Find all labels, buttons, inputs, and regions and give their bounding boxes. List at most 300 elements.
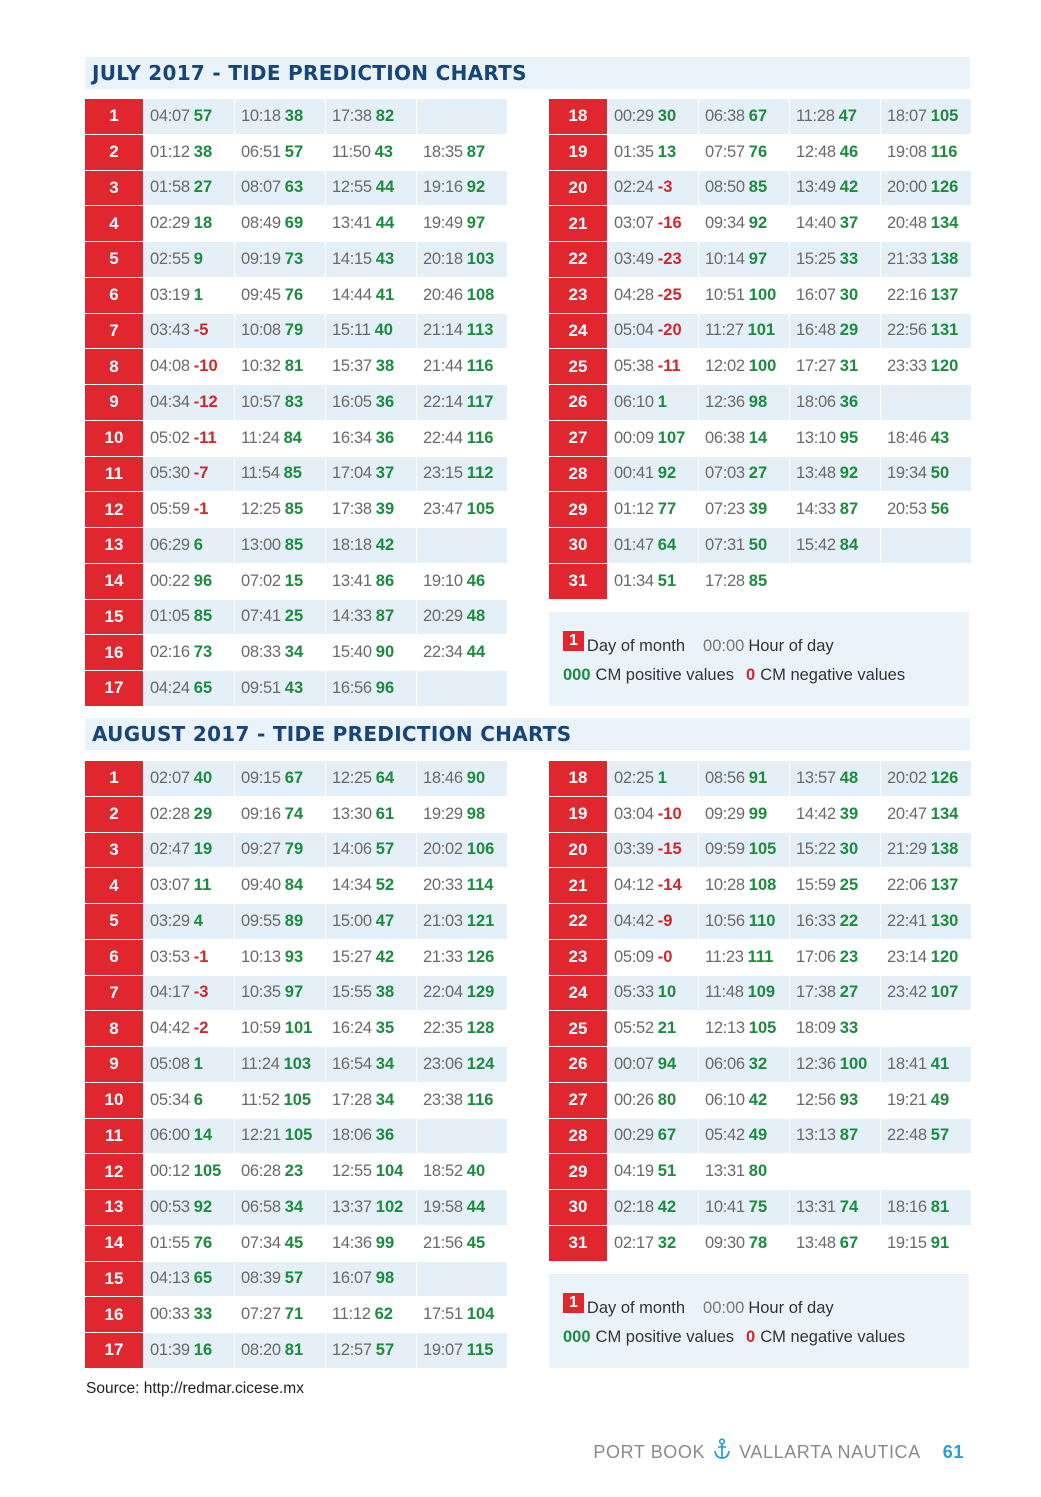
- tide-time: 15:42: [796, 535, 836, 554]
- tide-entry: [698, 528, 789, 563]
- tide-entry: [880, 868, 971, 903]
- tide-height: 64: [375, 768, 395, 787]
- tide-row: [85, 1297, 506, 1333]
- tide-time: 17:38: [332, 500, 372, 519]
- tide-height: 57: [930, 1126, 950, 1145]
- tide-entry: [416, 635, 507, 670]
- tide-time: 13:00: [241, 535, 281, 554]
- tide-time: 16:24: [332, 1019, 372, 1038]
- tide-time: 06:10: [705, 1090, 745, 1109]
- tide-entry: [234, 135, 325, 170]
- tide-time: 09:19: [241, 249, 281, 268]
- tide-time: 12:56: [796, 1090, 836, 1109]
- day-number: 8: [85, 1011, 143, 1046]
- tide-time: 18:18: [332, 535, 372, 554]
- tide-entry: [325, 868, 416, 903]
- tide-height: 57: [284, 1269, 304, 1288]
- tide-time: 01:55: [150, 1233, 190, 1252]
- tide-row: [85, 671, 506, 707]
- tide-height: 27: [193, 178, 213, 197]
- tide-height: 91: [748, 768, 768, 787]
- tide-time: 22:06: [887, 876, 927, 895]
- tide-row: [85, 1190, 506, 1226]
- tide-entry: [789, 797, 880, 832]
- tide-height: 107: [930, 983, 959, 1002]
- tide-entry: [607, 1154, 698, 1189]
- tide-height: 113: [466, 321, 494, 340]
- tide-entry: [416, 171, 507, 206]
- tide-row: [85, 1333, 506, 1369]
- tide-height: 92: [839, 464, 859, 483]
- tide-entry: [880, 99, 971, 134]
- tide-time: 01:12: [614, 500, 654, 519]
- tide-entry: [325, 278, 416, 313]
- tide-height: 9: [193, 249, 203, 268]
- tide-time: 07:31: [705, 535, 745, 554]
- tide-entry: [143, 528, 234, 563]
- tide-row: [549, 976, 970, 1012]
- tide-time: 03:49: [614, 249, 654, 268]
- tide-time: 13:30: [332, 804, 372, 823]
- tide-height: -3: [657, 178, 673, 197]
- tide-height: 87: [839, 500, 859, 519]
- tide-height: 39: [375, 500, 395, 519]
- tide-entry: [698, 1011, 789, 1046]
- tide-row: [549, 457, 970, 493]
- tide-time: 06:58: [241, 1197, 281, 1216]
- tide-time: 04:24: [150, 678, 190, 697]
- tide-entry: [880, 1154, 971, 1189]
- tide-time: 13:41: [332, 214, 372, 233]
- tide-height: 85: [284, 535, 304, 554]
- tide-height: -5: [193, 321, 209, 340]
- tide-height: 128: [466, 1019, 495, 1038]
- tide-entry: [698, 904, 789, 939]
- day-number: 28: [549, 1119, 607, 1154]
- tide-entry: [416, 1011, 507, 1046]
- tide-row: [549, 1190, 970, 1226]
- tide-time: 11:24: [241, 428, 280, 447]
- tide-time: 23:38: [423, 1090, 463, 1109]
- tide-height: 25: [839, 876, 859, 895]
- tide-entry: [698, 1119, 789, 1154]
- tide-height: 16: [193, 1340, 213, 1359]
- tide-time: 09:34: [705, 214, 745, 233]
- tide-entry: [416, 1190, 507, 1225]
- tide-time: 12:48: [796, 142, 836, 161]
- tide-time: 01:58: [150, 178, 190, 197]
- tide-height: 36: [839, 392, 859, 411]
- tide-time: 07:34: [241, 1233, 281, 1252]
- day-number: 7: [85, 976, 143, 1011]
- tide-time: 05:59: [150, 500, 190, 519]
- tide-time: 21:03: [423, 911, 463, 930]
- tide-height: 105: [748, 840, 777, 859]
- day-number: 9: [85, 385, 143, 420]
- day-number: 16: [85, 635, 143, 670]
- day-number: 6: [85, 940, 143, 975]
- tide-time: 16:56: [332, 678, 372, 697]
- legend-pos-sample: 000: [563, 1328, 591, 1346]
- tide-time: 04:42: [614, 911, 654, 930]
- tide-time: 09:27: [241, 840, 281, 859]
- tide-entry: [880, 242, 971, 277]
- tide-entry: [143, 1297, 234, 1332]
- tide-height: 49: [930, 1090, 950, 1109]
- tide-height: 67: [284, 768, 304, 787]
- tide-height: -16: [657, 214, 682, 233]
- legend-pos-sample: 000: [563, 666, 591, 684]
- tide-entry: [143, 904, 234, 939]
- tide-row: [85, 600, 506, 636]
- tide-entry: [416, 135, 507, 170]
- tide-entry: [234, 761, 325, 796]
- tide-entry: [416, 976, 507, 1011]
- day-number: 15: [85, 1262, 143, 1297]
- tide-height: 98: [748, 392, 768, 411]
- day-number: 10: [85, 421, 143, 456]
- tide-entry: [698, 797, 789, 832]
- tide-entry: [143, 600, 234, 635]
- tide-time: 12:55: [332, 1162, 372, 1181]
- tide-entry: [416, 761, 507, 796]
- tide-time: 16:48: [796, 321, 836, 340]
- day-number: 27: [549, 421, 607, 456]
- tide-entry: [880, 904, 971, 939]
- tide-time: 14:44: [332, 285, 372, 304]
- tide-entry: [234, 833, 325, 868]
- tide-entry: [143, 761, 234, 796]
- tide-height: 85: [748, 571, 768, 590]
- tide-row: [549, 242, 970, 278]
- tide-height: 116: [466, 428, 494, 447]
- tide-time: 20:53: [887, 500, 927, 519]
- tide-entry: [698, 564, 789, 599]
- tide-entry: [143, 349, 234, 384]
- tide-entry: [143, 171, 234, 206]
- tide-entry: [607, 868, 698, 903]
- tide-height: -12: [193, 392, 218, 411]
- tide-entry: [143, 1011, 234, 1046]
- day-number: 17: [85, 1333, 143, 1368]
- tide-time: 23:42: [887, 983, 927, 1002]
- tide-entry: [234, 206, 325, 241]
- tide-time: 08:07: [241, 178, 281, 197]
- tide-time: 09:59: [705, 840, 745, 859]
- day-number: 30: [549, 1190, 607, 1225]
- tide-height: -14: [657, 876, 682, 895]
- tide-time: 12:57: [332, 1340, 372, 1359]
- tide-entry: [607, 1047, 698, 1082]
- day-number: 19: [549, 135, 607, 170]
- tide-time: 04:42: [150, 1019, 190, 1038]
- tide-entry: [143, 671, 234, 706]
- tide-entry: [143, 1047, 234, 1082]
- tide-entry: [698, 1190, 789, 1225]
- tide-entry: [880, 206, 971, 241]
- tide-entry: [607, 940, 698, 975]
- tide-height: 108: [466, 285, 495, 304]
- tide-row: [85, 457, 506, 493]
- tide-entry: [880, 1083, 971, 1118]
- tide-height: 137: [930, 876, 959, 895]
- tide-entry: [234, 600, 325, 635]
- tide-entry: [789, 1226, 880, 1261]
- tide-entry: [607, 904, 698, 939]
- tide-time: 18:46: [887, 428, 927, 447]
- tide-row: [85, 278, 506, 314]
- tide-time: 20:02: [423, 840, 463, 859]
- tide-entry: [416, 671, 507, 706]
- tide-entry: [416, 797, 507, 832]
- tide-height: 42: [657, 1197, 677, 1216]
- tide-row: [85, 492, 506, 528]
- tide-height: 36: [375, 428, 395, 447]
- tide-height: 102: [375, 1197, 404, 1216]
- tide-entry: [416, 904, 507, 939]
- tide-time: 00:53: [150, 1197, 190, 1216]
- tide-height: 30: [657, 106, 677, 125]
- tide-height: 30: [839, 840, 859, 859]
- tide-height: 124: [466, 1054, 495, 1073]
- tide-height: 76: [193, 1233, 213, 1252]
- tide-entry: [789, 135, 880, 170]
- august-legend: [549, 1274, 969, 1368]
- tide-entry: [234, 797, 325, 832]
- tide-time: 14:15: [332, 249, 372, 268]
- tide-row: [85, 1262, 506, 1298]
- tide-time: 17:38: [796, 983, 836, 1002]
- tide-time: 03:29: [150, 911, 190, 930]
- tide-time: 06:29: [150, 535, 190, 554]
- tide-time: 08:50: [705, 178, 745, 197]
- tide-height: 33: [839, 1019, 859, 1038]
- tide-height: 74: [284, 804, 304, 823]
- tide-height: 71: [284, 1305, 304, 1324]
- day-number: 29: [549, 1154, 607, 1189]
- tide-height: 40: [466, 1162, 486, 1181]
- tide-entry: [325, 671, 416, 706]
- tide-height: 99: [748, 804, 768, 823]
- tide-entry: [234, 242, 325, 277]
- tide-height: 23: [284, 1162, 304, 1181]
- tide-height: 50: [748, 535, 768, 554]
- tide-height: 100: [748, 285, 777, 304]
- tide-entry: [234, 1011, 325, 1046]
- tide-entry: [416, 833, 507, 868]
- tide-entry: [234, 940, 325, 975]
- tide-height: 97: [284, 983, 304, 1002]
- day-number: 2: [85, 797, 143, 832]
- tide-time: 09:45: [241, 285, 281, 304]
- tide-height: 39: [839, 804, 859, 823]
- tide-entry: [143, 1083, 234, 1118]
- tide-row: [549, 349, 970, 385]
- tide-entry: [698, 314, 789, 349]
- tide-entry: [416, 1226, 507, 1261]
- tide-time: 13:10: [796, 428, 836, 447]
- tide-row: [549, 135, 970, 171]
- tide-entry: [416, 314, 507, 349]
- tide-entry: [143, 940, 234, 975]
- tide-height: 32: [748, 1054, 768, 1073]
- tide-entry: [234, 421, 325, 456]
- tide-height: 106: [466, 840, 495, 859]
- tide-height: 1: [657, 768, 667, 787]
- tide-height: 43: [930, 428, 950, 447]
- tide-time: 21:56: [423, 1233, 463, 1252]
- tide-time: 19:21: [887, 1090, 927, 1109]
- tide-entry: [143, 99, 234, 134]
- tide-time: 20:02: [887, 768, 927, 787]
- tide-height: 85: [748, 178, 768, 197]
- tide-time: 15:27: [332, 947, 372, 966]
- tide-height: 67: [748, 106, 768, 125]
- day-number: 14: [85, 564, 143, 599]
- tide-time: 19:08: [887, 142, 927, 161]
- tide-time: 15:55: [332, 983, 372, 1002]
- tide-time: 07:57: [705, 142, 745, 161]
- tide-entry: [789, 564, 880, 599]
- tide-height: 43: [374, 142, 393, 161]
- tide-height: 34: [375, 1054, 395, 1073]
- tide-height: 6: [193, 1090, 203, 1109]
- tide-height: 134: [930, 214, 959, 233]
- july-title: JULY 2017 - TIDE PREDICTION CHARTS: [85, 57, 970, 89]
- tide-entry: [143, 314, 234, 349]
- tide-entry: [416, 349, 507, 384]
- tide-entry: [880, 761, 971, 796]
- tide-time: 08:33: [241, 643, 281, 662]
- day-number: 30: [549, 528, 607, 563]
- tide-row: [85, 940, 506, 976]
- tide-time: 08:20: [241, 1340, 281, 1359]
- tide-row: [85, 135, 506, 171]
- tide-time: 13:57: [796, 768, 836, 787]
- tide-time: 05:33: [614, 983, 654, 1002]
- day-number: 27: [549, 1083, 607, 1118]
- tide-height: 67: [839, 1233, 859, 1252]
- day-number: 6: [85, 278, 143, 313]
- tide-entry: [234, 564, 325, 599]
- tide-height: 44: [466, 1197, 486, 1216]
- tide-height: -0: [657, 947, 673, 966]
- tide-time: 00:26: [614, 1090, 654, 1109]
- tide-height: 37: [375, 464, 395, 483]
- day-number: 10: [85, 1083, 143, 1118]
- tide-time: 18:09: [796, 1019, 836, 1038]
- tide-height: 80: [748, 1162, 768, 1181]
- tide-time: 08:56: [705, 768, 745, 787]
- tide-row: [85, 1154, 506, 1190]
- tide-entry: [416, 1154, 507, 1189]
- tide-entry: [880, 457, 971, 492]
- tide-entry: [325, 242, 416, 277]
- tide-entry: [607, 1083, 698, 1118]
- tide-height: 46: [466, 571, 486, 590]
- tide-time: 09:40: [241, 876, 281, 895]
- footer-book: PORT BOOK: [593, 1441, 706, 1462]
- tide-row: [549, 1119, 970, 1155]
- tide-entry: [789, 976, 880, 1011]
- tide-entry: [607, 564, 698, 599]
- tide-time: 05:30: [150, 464, 190, 483]
- tide-entry: [325, 635, 416, 670]
- tide-height: 76: [748, 142, 768, 161]
- tide-height: 92: [748, 214, 768, 233]
- tide-time: 04:07: [150, 106, 190, 125]
- tide-time: 12:36: [796, 1054, 836, 1073]
- tide-entry: [880, 278, 971, 313]
- tide-time: 05:09: [614, 947, 654, 966]
- day-number: 8: [85, 349, 143, 384]
- tide-entry: [698, 1154, 789, 1189]
- tide-height: 82: [375, 106, 395, 125]
- legend-day-sample: 1: [563, 1293, 584, 1313]
- tide-entry: [880, 1226, 971, 1261]
- tide-entry: [607, 1226, 698, 1261]
- tide-entry: [416, 278, 507, 313]
- tide-row: [85, 904, 506, 940]
- tide-entry: [698, 761, 789, 796]
- august-table-left: [85, 761, 506, 1369]
- tide-time: 07:23: [705, 500, 745, 519]
- tide-time: 02:47: [150, 840, 190, 859]
- tide-row: [549, 1011, 970, 1047]
- tide-height: 57: [375, 840, 395, 859]
- tide-time: 17:28: [332, 1090, 372, 1109]
- day-number: 5: [85, 904, 143, 939]
- tide-time: 16:54: [332, 1054, 372, 1073]
- tide-entry: [698, 385, 789, 420]
- tide-height: 105: [466, 500, 495, 519]
- tide-entry: [325, 1154, 416, 1189]
- tide-time: 03:53: [150, 947, 190, 966]
- tide-height: 85: [284, 500, 304, 519]
- tide-row: [85, 1083, 506, 1119]
- tide-time: 02:24: [614, 178, 654, 197]
- tide-height: 34: [284, 643, 304, 662]
- day-number: 31: [549, 564, 607, 599]
- tide-entry: [143, 1119, 234, 1154]
- day-number: 24: [549, 976, 607, 1011]
- tide-time: 02:16: [150, 643, 190, 662]
- tide-entry: [416, 99, 507, 134]
- tide-entry: [416, 1297, 507, 1332]
- tide-height: 134: [930, 804, 959, 823]
- tide-row: [549, 421, 970, 457]
- tide-row: [85, 1119, 506, 1155]
- legend-neg-sample: 0: [746, 666, 756, 684]
- tide-time: 00:29: [614, 1126, 654, 1145]
- tide-time: 21:33: [887, 249, 927, 268]
- tide-entry: [789, 385, 880, 420]
- tide-height: 138: [930, 840, 959, 859]
- tide-time: 11:54: [241, 464, 280, 483]
- tide-entry: [325, 206, 416, 241]
- tide-height: 81: [284, 1340, 304, 1359]
- tide-time: 19:10: [423, 571, 463, 590]
- tide-height: 96: [193, 571, 213, 590]
- tide-height: 100: [839, 1054, 868, 1073]
- tide-time: 00:33: [150, 1305, 190, 1324]
- tide-height: 77: [657, 500, 677, 519]
- tide-entry: [325, 528, 416, 563]
- tide-time: 22:56: [887, 321, 927, 340]
- tide-time: 20:48: [887, 214, 927, 233]
- tide-row: [549, 564, 970, 600]
- footer-brand: VALLARTA NAUTICA: [739, 1441, 921, 1462]
